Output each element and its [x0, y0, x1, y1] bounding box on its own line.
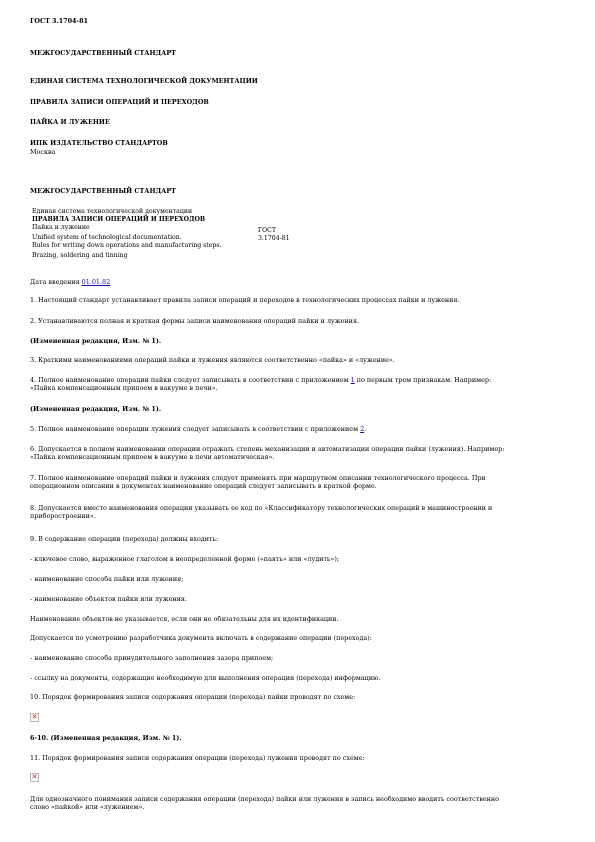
p7-line1: 7. Полное наименование операций пайки и лужения следует применять при маршрутном описании технологического процесса. При	[30, 474, 486, 482]
change-note-1: (Измененная редакция, Изм. № 1).	[30, 337, 162, 345]
appendix-2-link[interactable]: 2	[360, 425, 365, 433]
rules-heading: ПРАВИЛА ЗАПИСИ ОПЕРАЦИЙ И ПЕРЕХОДОВ	[30, 98, 209, 106]
p8-line1: 8. Допускается вместо наименования операции указывать ее код по «Классификатору технологических операций в машиностроении и	[30, 504, 493, 512]
paragraph-8	[30, 504, 565, 520]
p9-item-5: - ссылку на документы, содержащие необходимую для выполнения операции (перехода) информацию.	[30, 674, 381, 682]
city-label: Москва	[30, 148, 56, 156]
broken-image-icon: ✕	[31, 773, 38, 781]
p8-line2: приборостроении».	[30, 512, 96, 521]
p5-text-1: 5. Полное наименование операции лужения следует записывать в соответствии с приложением	[30, 425, 361, 433]
date-link[interactable]: 01.01.82	[81, 278, 111, 286]
date-label: Дата введения	[30, 278, 82, 286]
p9-item-2: - наименование способа пайки или лужения;	[30, 575, 184, 583]
broken-image-scheme-2	[30, 773, 39, 782]
system-heading: ЕДИНАЯ СИСТЕМА ТЕХНОЛОГИЧЕСКОЙ ДОКУМЕНТАЦИИ	[30, 77, 258, 85]
p7-line2: операционном описании в документах наименование операций следует записывать в краткой форме.	[30, 482, 377, 491]
p9-item-3: - наименование объектов пайки или лужения.	[30, 595, 187, 603]
p5-text-2: .	[364, 425, 367, 433]
paragraph-7	[30, 474, 565, 490]
title-en-line1: Unified system of technological documentation.	[32, 234, 182, 241]
p4-text-1: 4. Полное наименование операции пайки следует записывать в соответствии с приложением	[30, 376, 351, 384]
paragraph-10: 10. Порядок формирования записи содержания операции (перехода) пайки проводят по схеме:	[30, 693, 356, 701]
p4-text-2: по первым трем признакам. Например:	[354, 376, 492, 384]
title-ru-line2: ПРАВИЛА ЗАПИСИ ОПЕРАЦИЙ И ПЕРЕХОДОВ	[32, 216, 206, 223]
paragraph-12	[30, 795, 565, 811]
intro-date	[30, 278, 110, 286]
p9-item-1: - ключевое слово, выраженное глаголом в неопределенной форме («паять» или «лудить»);	[30, 555, 339, 563]
broken-image-scheme-1	[30, 713, 39, 722]
gost-label: ГОСТ	[258, 227, 277, 234]
title-ru-line3: Пайка и лужение	[32, 224, 90, 231]
p9-note-1: Наименование объектов не указывается, если они не обязательны для их идентификации.	[30, 615, 339, 623]
p12-line1: Для однозначного понимания записи содержания операции (перехода) пайки или лужения в запись необходимо вводить соответственно	[30, 795, 499, 803]
doc-code: ГОСТ 3.1704-81	[30, 17, 89, 25]
p6-line2: «Пайка компенсационным припоем в вакууме в печи автоматическая».	[30, 453, 275, 462]
standard-type-heading-2: МЕЖГОСУДАРСТВЕННЫЙ СТАНДАРТ	[30, 187, 176, 195]
paragraph-5	[30, 425, 565, 433]
p9-note-2: Допускается по усмотрению разработчика документа включать в содержание операции (перехода):	[30, 634, 372, 642]
publisher-heading: ИПК ИЗДАТЕЛЬСТВО СТАНДАРТОВ	[30, 139, 168, 147]
p4-example: «Пайка компенсационным припоем в вакууме в печи».	[30, 384, 218, 393]
gost-number: 3.1704-81	[258, 235, 290, 242]
paragraph-11: 11. Порядок формирования записи содержания операции (перехода) лужения проводят по схеме:	[30, 754, 365, 762]
paragraph-2: 2. Устанавливаются полная и краткая формы записи наименования операций пайки и лужения.	[30, 317, 360, 325]
broken-image-icon: ✕	[31, 713, 38, 721]
paragraph-6	[30, 445, 565, 461]
paragraph-4	[30, 376, 565, 392]
paragraph-3: 3. Краткими наименованиями операций пайки и лужения являются соответственно «пайка» и «лужение».	[30, 356, 395, 364]
title-ru-line1: Единая система технологической документации	[32, 208, 193, 215]
p12-line2: слово «пайкой» или «лужением».	[30, 803, 145, 812]
appendix-1-link[interactable]: 1	[350, 376, 355, 384]
topic-heading: ПАЙКА И ЛУЖЕНИЕ	[30, 118, 110, 126]
p9-item-4: - наименование способа принудительного заполнения зазора припоем;	[30, 654, 274, 662]
standard-type-heading: МЕЖГОСУДАРСТВЕННЫЙ СТАНДАРТ	[30, 49, 176, 57]
p6-line1: 6. Допускается в полном наименовании операции отражать степень механизации и автоматизации операции пайки (лужения). Например:	[30, 445, 505, 453]
change-note-3: 6-10. (Измененная редакция, Изм. № 1).	[30, 734, 182, 742]
title-en-line3: Brazing, soldering and tinning	[32, 252, 128, 259]
title-en-line2: Rules for writing down operations and manufacturing steps.	[32, 242, 222, 249]
paragraph-1: 1. Настоящий стандарт устанавливает правила записи операций и переходов в технологических процессах пайки и лужения.	[30, 296, 460, 304]
change-note-2: (Измененная редакция, Изм. № 1).	[30, 405, 162, 413]
paragraph-9: 9. В содержание операции (перехода) должны входить:	[30, 535, 219, 543]
